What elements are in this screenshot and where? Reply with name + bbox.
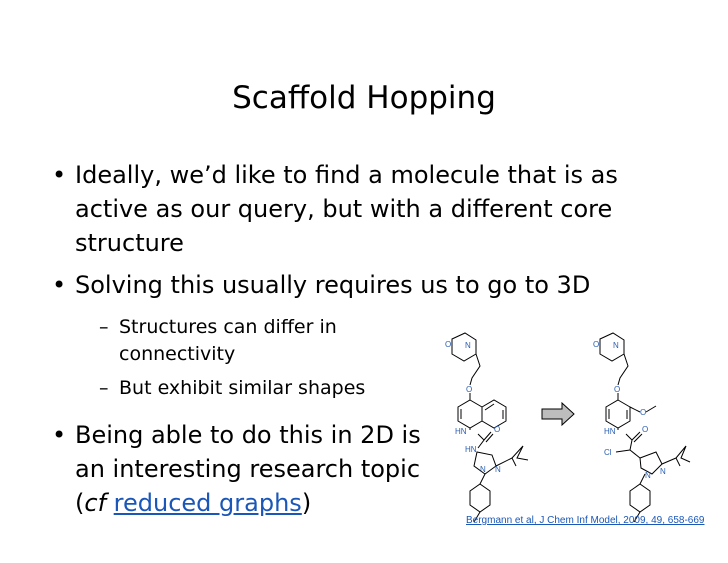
atom-label: N — [645, 471, 651, 480]
bullet-1-line-2: active as our query, but with a different core — [75, 195, 613, 223]
bullet-3-line-2: an interesting research topic — [75, 455, 421, 483]
atom-label: N — [660, 467, 666, 476]
atom-label: O — [640, 408, 647, 417]
citation-link[interactable]: Bergmann et al, J Chem Inf Model, 2009, 49, 658-669 — [466, 515, 705, 526]
atom-label: N — [465, 341, 471, 350]
atom-label: O — [466, 385, 473, 394]
atom-label: HN — [604, 427, 616, 436]
dash-marker: – — [99, 377, 109, 399]
atom-label: O — [494, 425, 501, 434]
bullet-3-line-1: Being able to do this in 2D is — [75, 421, 421, 449]
bullet-1-line-3: structure — [75, 229, 184, 257]
reduced-graphs-link[interactable]: reduced graphs — [113, 489, 302, 517]
cf-open: ( — [75, 489, 85, 517]
atom-label: Cl — [604, 448, 612, 457]
sub-bullet-1-line-2: connectivity — [119, 343, 236, 365]
bullet-marker: • — [52, 161, 67, 189]
transform-arrow-icon — [542, 403, 574, 425]
atom-label: N — [480, 465, 486, 474]
atom-label: N — [613, 341, 619, 350]
atom-label: O — [642, 425, 649, 434]
bullet-2-line-1: Solving this usually requires us to go to 3D — [75, 271, 591, 299]
atom-label: O — [593, 340, 600, 349]
atom-label: HN — [455, 427, 467, 436]
bullet-1-line-1: Ideally, we’d like to find a molecule that is as — [75, 161, 618, 189]
molecule-left-heteroatoms — [445, 340, 501, 474]
atom-label: O — [445, 340, 452, 349]
cf-italic: cf — [84, 489, 107, 517]
bullet-marker: • — [52, 271, 67, 299]
sub-bullet-2-line-1: But exhibit similar shapes — [119, 377, 366, 399]
atom-label: N — [495, 465, 501, 474]
sub-bullet-1-line-1: Structures can differ in — [119, 316, 337, 338]
cf-close: ) — [301, 489, 312, 517]
atom-label: HN — [465, 445, 477, 454]
atom-label: O — [614, 385, 621, 394]
dash-marker: – — [99, 316, 109, 338]
slide-title: Scaffold Hopping — [232, 80, 496, 116]
bullet-marker: • — [52, 421, 67, 449]
